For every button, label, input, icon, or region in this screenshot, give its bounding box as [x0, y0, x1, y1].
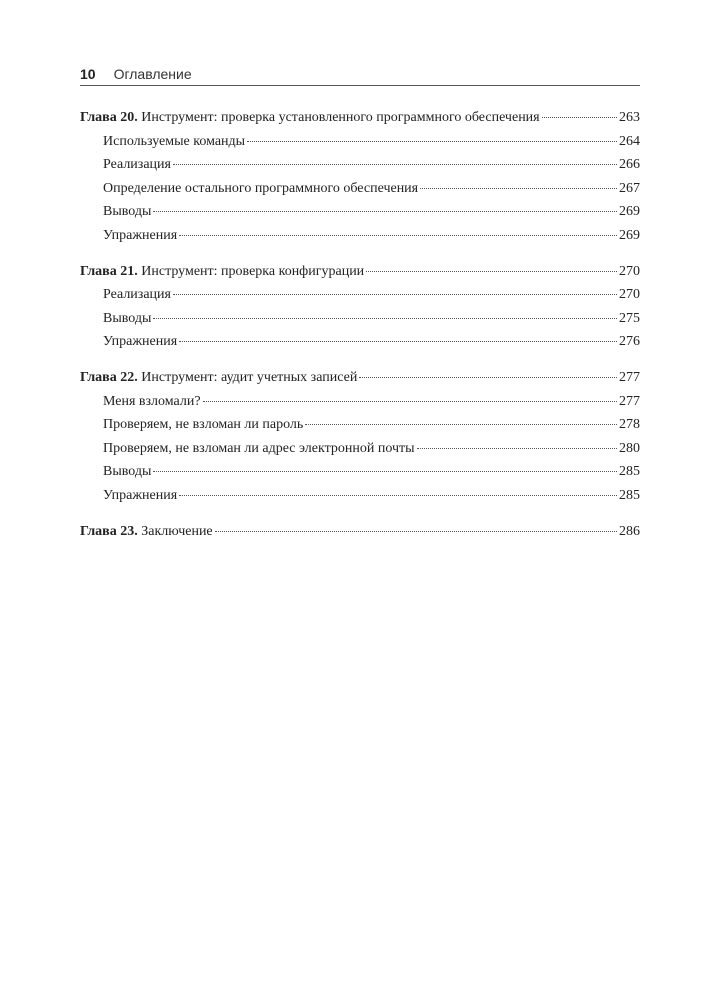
dot-leader — [359, 376, 617, 378]
page-ref: 280 — [619, 440, 640, 456]
dot-leader — [179, 340, 617, 342]
dot-leader — [366, 270, 617, 272]
toc-section-entry — [80, 283, 640, 307]
section-title: Проверяем, не взломан ли пароль — [103, 417, 304, 433]
page-ref: 264 — [619, 133, 640, 149]
chapter-title — [80, 106, 540, 130]
dot-leader — [179, 234, 617, 236]
toc-section-entry — [80, 307, 640, 331]
dot-leader — [215, 530, 617, 532]
dot-leader — [305, 423, 617, 425]
toc-chapter-entry — [80, 260, 640, 284]
page-ref: 278 — [619, 417, 640, 433]
chapter-label: Глава 21. — [80, 263, 138, 279]
toc-section-entry — [80, 153, 640, 177]
toc-section-entry — [80, 460, 640, 484]
toc-section-entry — [80, 177, 640, 201]
page-ref: 270 — [619, 263, 640, 279]
page-ref: 266 — [619, 157, 640, 173]
dot-leader — [420, 187, 617, 189]
dot-leader — [247, 140, 617, 142]
toc-section-entry — [80, 130, 640, 154]
page-ref: 275 — [619, 310, 640, 326]
dot-leader — [203, 400, 617, 402]
toc-chapter-entry — [80, 106, 640, 130]
chapter-name: Заключение — [141, 523, 213, 539]
toc-section-entry — [80, 484, 640, 508]
toc-section-entry — [80, 330, 640, 354]
chapter-name: Инструмент: проверка конфигурации — [141, 263, 365, 279]
section-title: Реализация — [103, 157, 171, 173]
section-title: Реализация — [103, 287, 171, 303]
section-title: Выводы — [103, 310, 152, 326]
chapter-name: Инструмент: проверка установленного программного обеспечения — [141, 110, 540, 125]
page-ref: 277 — [619, 369, 640, 385]
chapter-block — [80, 366, 640, 508]
chapter-title — [80, 520, 213, 544]
page-ref: 263 — [619, 110, 640, 125]
page-ref: 267 — [619, 180, 640, 196]
dot-leader — [542, 116, 617, 118]
chapter-name: Инструмент: аудит учетных записей — [141, 369, 358, 385]
page-ref: 269 — [619, 204, 640, 220]
dot-leader — [153, 317, 617, 319]
dot-leader — [173, 293, 617, 295]
section-title: Определение остального программного обеспечения — [103, 180, 419, 196]
dot-leader — [153, 210, 617, 212]
section-title: Используемые команды — [103, 133, 246, 149]
toc-section-entry — [80, 437, 640, 461]
toc-section-entry — [80, 413, 640, 437]
section-title: Упражнения — [103, 227, 178, 243]
page-header — [80, 58, 640, 86]
dot-leader — [173, 163, 617, 165]
running-title: Оглавление — [113, 66, 192, 82]
section-title: Выводы — [103, 204, 152, 220]
chapter-label: Глава 22. — [80, 369, 138, 385]
toc-chapter-entry — [80, 366, 640, 390]
chapter-title — [80, 260, 364, 284]
chapter-block — [80, 106, 640, 248]
section-title: Меня взломали? — [103, 393, 201, 409]
dot-leader — [179, 494, 617, 496]
dot-leader — [417, 447, 617, 449]
table-of-contents — [80, 106, 640, 555]
page-ref: 277 — [619, 393, 640, 409]
page-ref: 285 — [619, 464, 640, 480]
section-title: Проверяем, не взломан ли адрес электронной почты — [103, 440, 415, 456]
chapter-block — [80, 260, 640, 354]
page-ref: 286 — [619, 523, 640, 539]
chapter-label: Глава 23. — [80, 523, 138, 539]
dot-leader — [153, 470, 617, 472]
page-ref: 269 — [619, 227, 640, 243]
section-title: Упражнения — [103, 487, 178, 503]
page-ref: 285 — [619, 487, 640, 503]
toc-chapter-entry — [80, 520, 640, 544]
toc-section-entry — [80, 390, 640, 414]
page-number: 10 — [80, 66, 96, 82]
section-title: Упражнения — [103, 334, 178, 350]
toc-section-entry — [80, 200, 640, 224]
chapter-title — [80, 366, 357, 390]
chapter-block — [80, 520, 640, 544]
toc-section-entry — [80, 224, 640, 248]
section-title: Выводы — [103, 464, 152, 480]
chapter-label: Глава 20. — [80, 110, 138, 125]
page-ref: 270 — [619, 287, 640, 303]
page-ref: 276 — [619, 334, 640, 350]
